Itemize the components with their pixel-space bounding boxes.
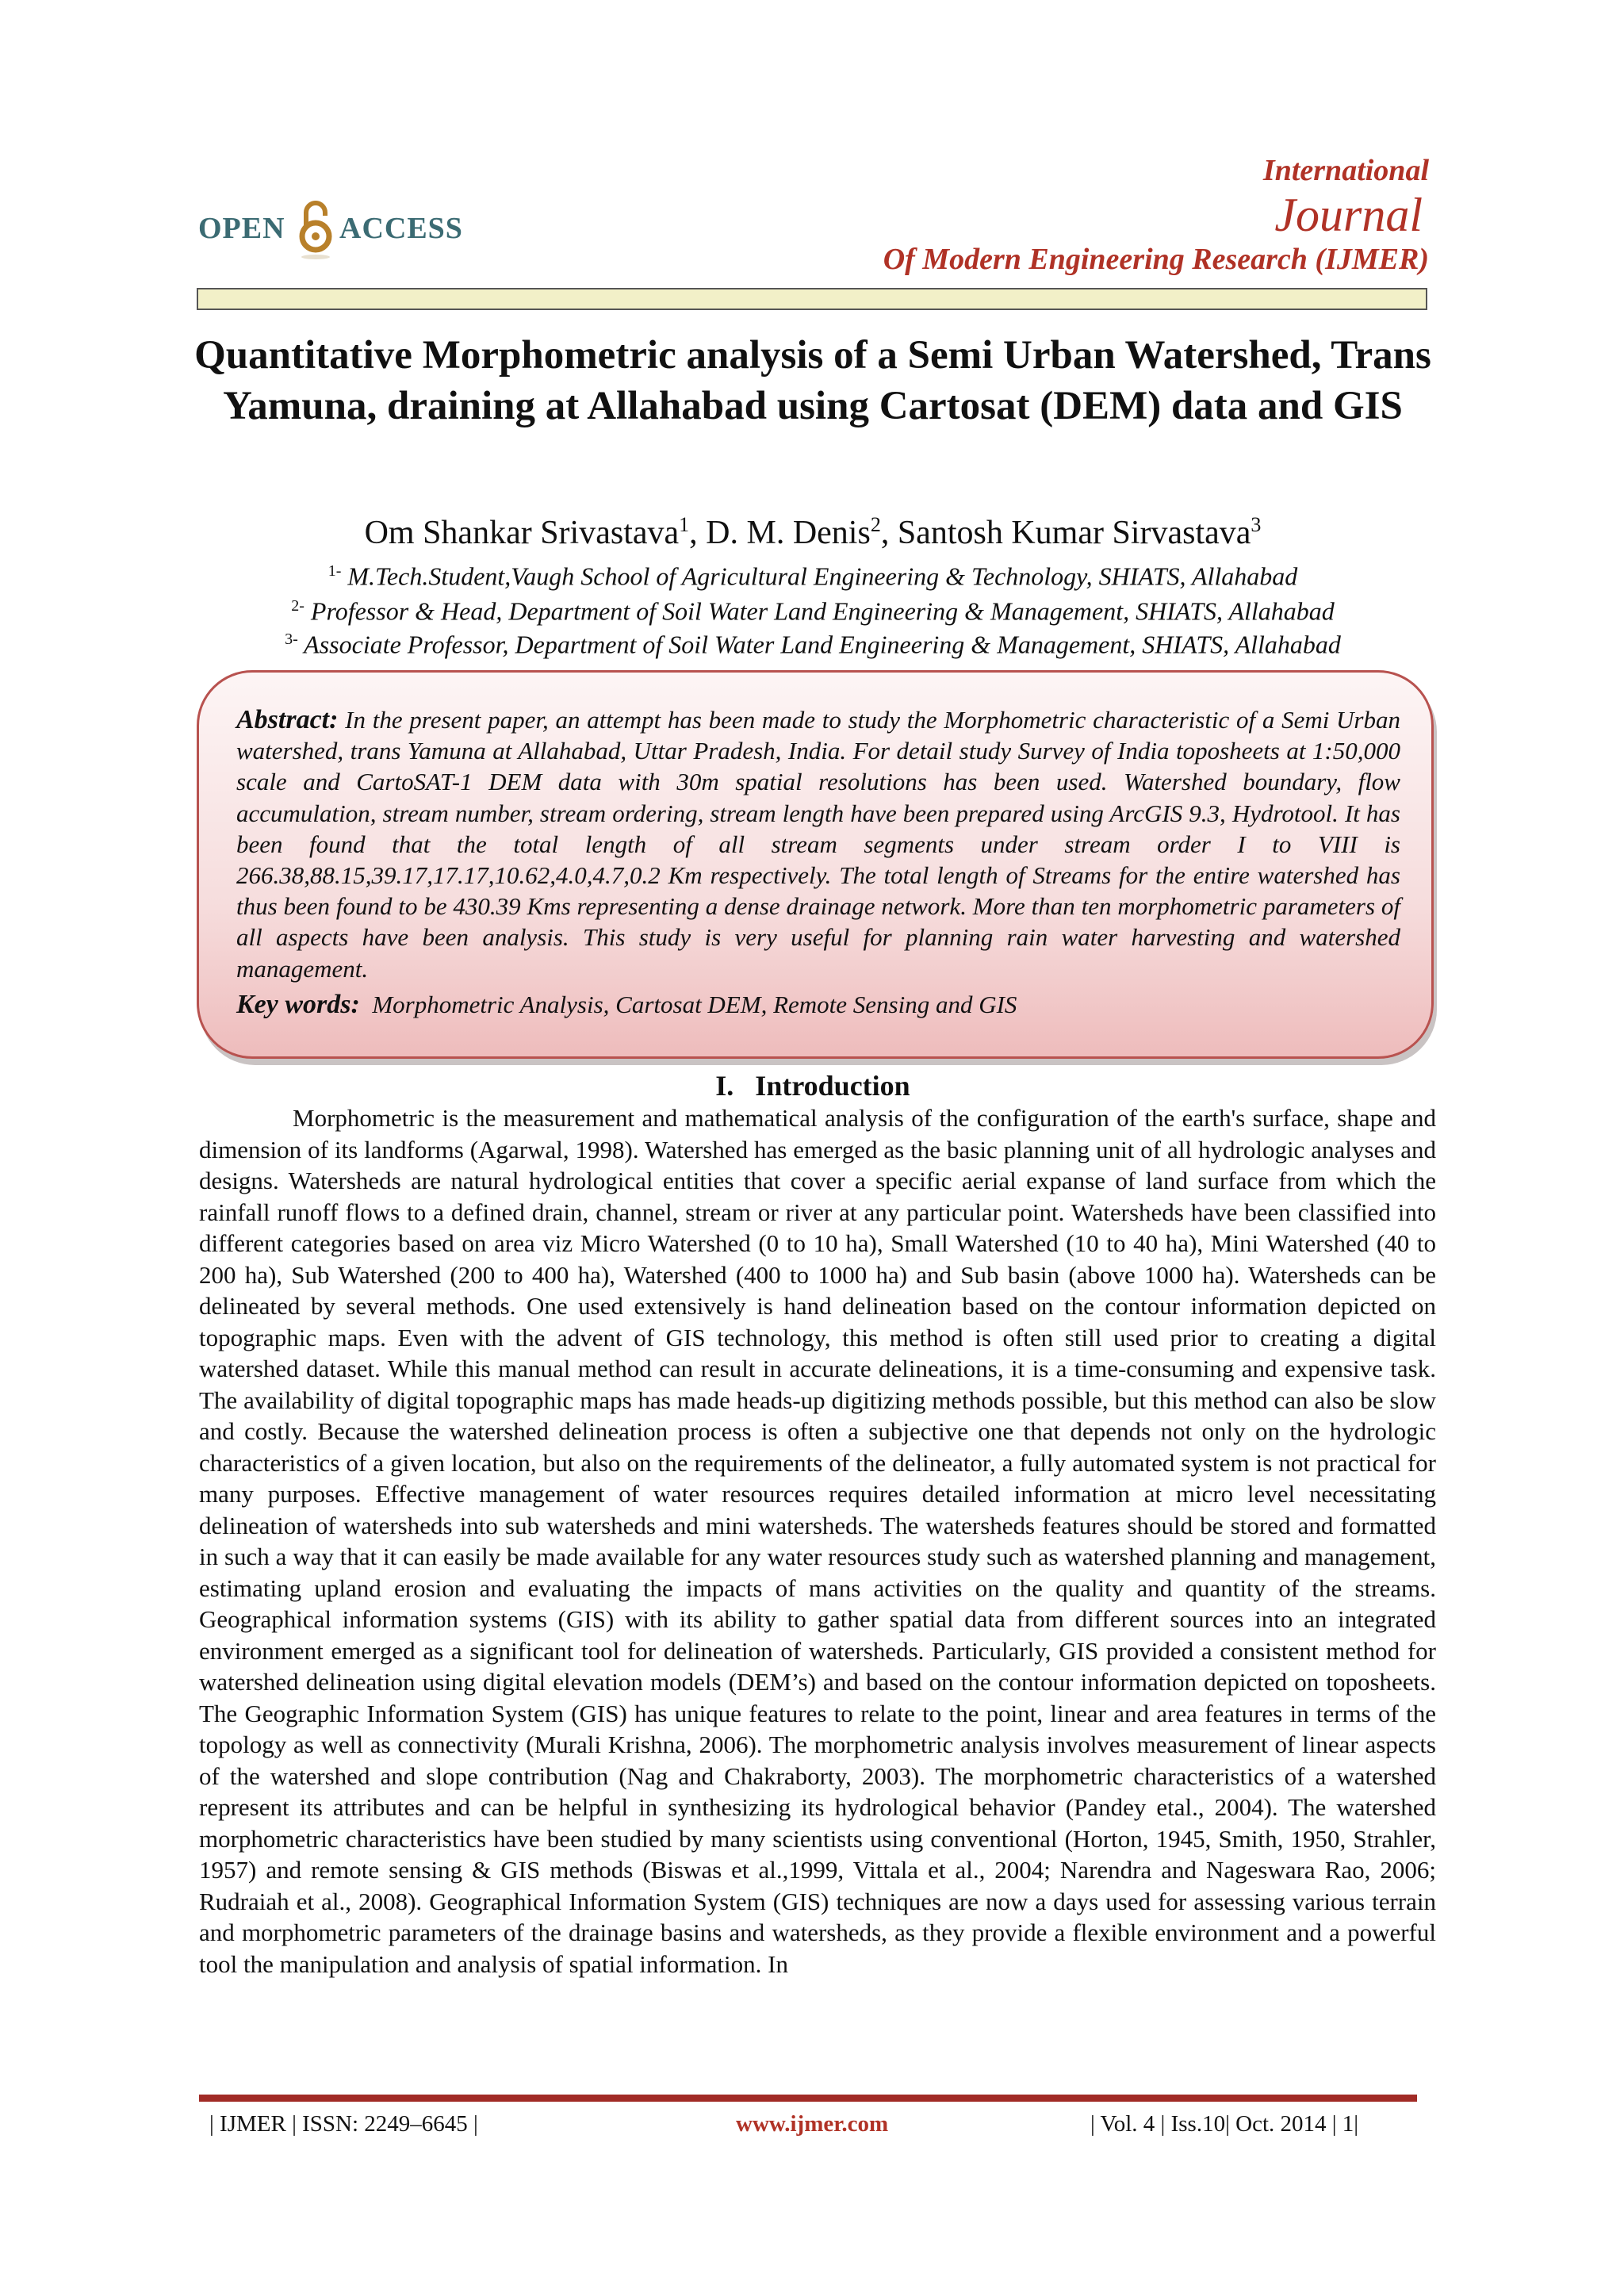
author-name: Santosh Kumar Sirvastava — [897, 515, 1251, 551]
footer-rule — [199, 2095, 1417, 2102]
affiliation-text: Professor & Head, Department of Soil Water Land Engineering & Management, SHIATS, Allahabad — [310, 596, 1335, 626]
section-heading: I. Introduction — [715, 1070, 910, 1102]
header-bar — [197, 288, 1427, 310]
journal-line-international: International — [1262, 154, 1429, 187]
intro-paragraph: Morphometric is the measurement and mathematical analysis of the configuration of the earth's surface, shape and dimension of its landforms (Agarwal, 1998). Watershed has emerged as the basic planning unit of all hydrologic analyses and designs. Watersheds are natural hydrological entities that cover a specific aerial expanse of land surface from which the rainfall runoff flows to a defined drain, channel, stream or river at any particular point. Watersheds have been classified into different categories based on area viz Micro Watershed (0 to 10 ha), Small Watershed (10 to 40 ha), Mini Watershed (40 to 200 ha), Sub Watershed (200 to 400 ha), Watershed (400 to 1000 ha) and Sub basin (above 1000 ha). Watersheds can be delineated by several methods. One used extensively is hand delineation based on the contour information depicted on topographic maps. Even with the advent of GIS technology, this method is often still used prior to creating a digital watershed dataset. While this manual method can result in accurate delineations, it is a time-consuming and expensive task. The availability of digital topographic maps has made heads-up digitizing methods possible, but this method can also be slow and costly. Because the watershed delineation process is often a subjective one that depends not only on the hydrologic characteristics of a given location, but also on the requirements of the delineator, a fully automated system is not practical for many purposes. Effective management of water resources requires detailed information at micro level necessitating delineation of watersheds into sub watersheds and mini watersheds. The watersheds features should be stored and formatted in such a way that it can easily be made available for any water resources study such as watershed planning and management, estimating upland erosion and evaluating the impacts of mans activities on the quality and quantity of the streams. Geographical information systems (GIS) with its ability to gather spatial data from different sources into an integrated environment emerged as a significant tool for delineation of watersheds. Particularly, GIS provided a consistent method for watershed delineation using digital elevation models (DEM’s) and based on the contour information depicted on toposheets. The Geographic Information System (GIS) has unique features to relate to the point, linear and area features in terms of the topology as well as connectivity (Murali Krishna, 2006). The morphometric analysis involves measurement of linear aspects of the watershed and slope contribution (Nag and Chakraborty, 2003). The morphometric characteristics of a watershed represent its attributes and can be helpful in synthesizing its hydrological behavior (Pandey etal., 2004). The watershed morphometric characteristics have been studied by many scientists using conventional (Horton, 1945, Smith, 1950, Strahler, 1957) and remote sensing & GIS methods (Biswas et al.,1999, Vittala et al., 2004; Narendra and Nageswara Rao, 2006; Rudraiah et al., 2008). Geographical Information System (GIS) techniques are now a days used for assessing various terrain and morphometric parameters of the drainage basins and watersheds, as they provide a flexible environment and a powerful tool the manipulation and analysis of spatial information. In — [199, 1104, 1436, 1978]
affiliation — [182, 590, 1443, 627]
author-name: Om Shankar Srivastava — [364, 515, 680, 551]
author-sup: 2 — [870, 513, 881, 536]
keywords — [236, 990, 1400, 1020]
abstract-text: In the present paper, an attempt has been made to study the Morphometric characteristic of a Semi Urban watershed, trans Yamuna at Allahabad, Uttar Pradesh, India. For detail study Survey of India toposheets at 1:50,000 scale and CartoSAT-1 DEM data with 30m spatial resolutions has been used. Watershed boundary, flow accumulation, stream number, stream ordering, stream length have been prepared using ArcGIS 9.3, Hydrotool. It has been found that the total length of all stream segments under stream order I to VIII is 266.38,88.15,39.17,17.17,10.62,4.0,4.7,0.2 Km respectively. The total length of Streams for the entire watershed has thus been found to be 430.39 Kms representing a dense drainage network. More than ten morphometric parameters of all aspects have been analysis. This study is very useful for planning rain water harvesting and watershed management. — [236, 706, 1400, 983]
abstract — [236, 704, 1400, 984]
keywords-text: Morphometric Analysis, Cartosat DEM, Remote Sensing and GIS — [372, 991, 1017, 1018]
journal-line-name: Of Modern Engineering Research (IJMER) — [883, 243, 1429, 276]
open-access-lock-icon — [293, 198, 338, 262]
access-label: ACCESS — [339, 212, 463, 245]
affiliation-mark: 1- — [327, 562, 342, 580]
open-label: OPEN — [198, 212, 285, 245]
abstract-label: Abstract: — [236, 705, 339, 734]
affiliation-text: M.Tech.Student,Vaugh School of Agricultural Engineering & Technology, SHIATS, Allahabad — [347, 562, 1298, 591]
author-list: Om Shankar Srivastava$^1$, D. M. Denis$^2$, Santosh Kumar Sirvastava$^3$ — [364, 513, 1262, 551]
affiliation — [182, 623, 1443, 661]
affiliation-mark: 2- — [291, 597, 304, 615]
affiliation-mark: 3- — [285, 631, 298, 648]
keywords-label: Key words: — [236, 990, 360, 1019]
open-access-logo — [198, 198, 484, 270]
journal-masthead — [715, 152, 1429, 278]
footer-issn: | IJMER | ISSN: 2249–6645 | — [209, 2111, 478, 2137]
footer-volume: | Vol. 4 | Iss.10| Oct. 2014 | 1| — [1090, 2111, 1359, 2137]
author-name: D. M. Denis — [706, 515, 871, 551]
paper-title: Quantitative Morphometric analysis of a Semi Urban Watershed, Trans Yamuna, draining at Allahabad using Cartosat (DEM) data and GIS — [194, 333, 1431, 428]
journal-line-journal: Journal — [1274, 189, 1423, 241]
affiliation-text: Associate Professor, Department of Soil Water Land Engineering & Management, SHIATS, Allahabad — [304, 630, 1341, 659]
affiliation — [182, 555, 1443, 592]
author-sup: 3 — [1251, 513, 1262, 536]
footer-website-link[interactable]: www.ijmer.com — [736, 2111, 889, 2137]
author-sup: 1 — [679, 513, 690, 536]
